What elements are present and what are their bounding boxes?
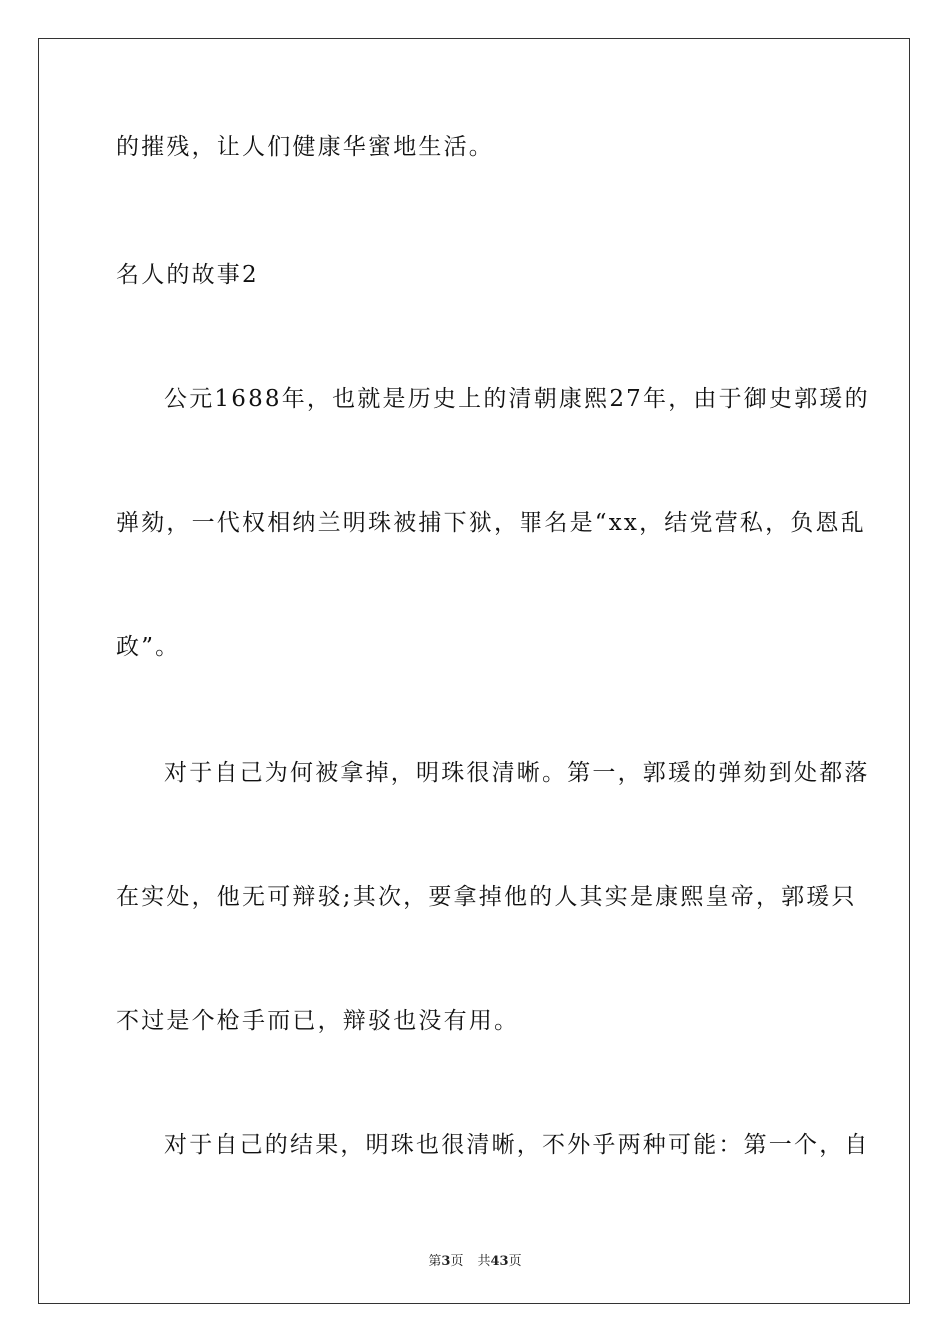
footer-page-prefix: 第 [428, 1254, 442, 1269]
footer-page-number: 3 [441, 1254, 451, 1269]
text-line-6: 对于自己为何被拿掉，明珠很清晰。第一，郭瑗的弹劾到处都落 [164, 760, 870, 786]
text-line-3: 公元1688年，也就是历史上的清朝康熙27年，由于御史郭瑗的 [164, 386, 870, 412]
footer-total-suffix: 页 [508, 1254, 522, 1269]
text-line-4: 弹劾，一代权相纳兰明珠被捕下狱，罪名是“xx，结党营私，负恩乱 [116, 510, 866, 536]
footer-total-prefix: 共 [477, 1254, 491, 1269]
footer-page-suffix: 页 [450, 1254, 464, 1269]
page-border [38, 38, 910, 1304]
page-footer [0, 1250, 950, 1269]
text-line-1: 的摧残，让人们健康华蜜地生活。 [116, 134, 494, 160]
text-line-9: 对于自己的结果，明珠也很清晰，不外乎两种可能：第一个，自 [164, 1132, 870, 1158]
section-heading: 名人的故事2 [116, 262, 259, 288]
footer-total-number: 43 [490, 1254, 509, 1269]
text-line-8: 不过是个枪手而已，辩驳也没有用。 [116, 1008, 520, 1034]
text-line-7: 在实处，他无可辩驳;其次，要拿掉他的人其实是康熙皇帝，郭瑗只 [116, 884, 857, 910]
text-line-5: 政”。 [116, 634, 181, 660]
